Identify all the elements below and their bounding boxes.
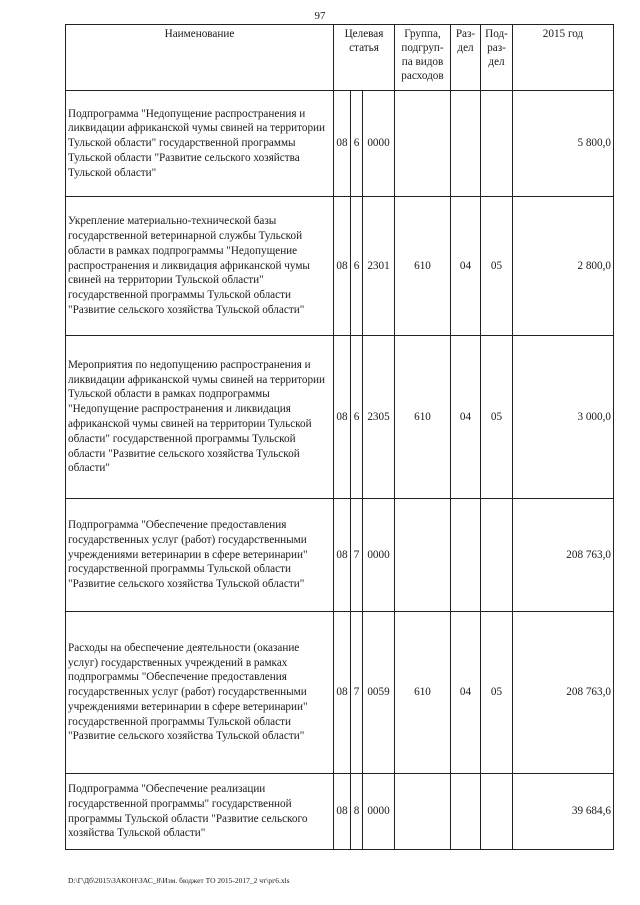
row-name: Подпрограмма "Недопущение распространения и ликвидации африканской чумы свиней на территории Тульской области" государственной программы Тульской области "Развитие сельского хозяйства Тульской области" [66, 91, 334, 197]
header-subsection: Под-раз-дел [481, 25, 513, 91]
row-code-program: 08 [334, 499, 351, 612]
header-section: Раз-дел [451, 25, 481, 91]
header-name: Наименование [66, 25, 334, 91]
row-amount: 39 684,6 [513, 774, 614, 850]
table-row [66, 774, 614, 850]
row-code-direction: 0000 [363, 499, 395, 612]
row-code-subprogram: 6 [351, 336, 363, 499]
row-expense-group [395, 91, 451, 197]
row-section: 04 [451, 197, 481, 336]
table-row [66, 499, 614, 612]
row-code-program: 08 [334, 197, 351, 336]
row-subsection [481, 91, 513, 197]
row-code-direction: 0000 [363, 91, 395, 197]
row-section [451, 91, 481, 197]
row-amount: 208 763,0 [513, 612, 614, 774]
row-code-subprogram: 7 [351, 612, 363, 774]
row-expense-group [395, 499, 451, 612]
row-expense-group [395, 774, 451, 850]
row-code-direction: 2305 [363, 336, 395, 499]
row-code-direction: 2301 [363, 197, 395, 336]
row-subsection [481, 774, 513, 850]
header-expense-group: Группа, подгруп-па видов расходов [395, 25, 451, 91]
row-expense-group: 610 [395, 197, 451, 336]
page-number: 97 [314, 10, 326, 22]
row-section [451, 499, 481, 612]
row-name: Мероприятия по недопущению распространения и ликвидации африканской чумы свиней на территории Тульской области в рамках подпрограммы "Недопущение распространения и ликвидация африканской чумы свиней на территории Тульской области" государственной программы Тульской области "Развитие сельского хозяйства Тульской области" [66, 336, 334, 499]
row-expense-group: 610 [395, 612, 451, 774]
row-name: Расходы на обеспечение деятельности (оказание услуг) государственных учреждений в рамках подпрограммы "Обеспечение предоставления государственных услуг (работ) государственными учреждениями ветеринарии в сфере ветеринарии" государственной программы Тульской области "Развитие сельского хозяйства Тульской области" [66, 612, 334, 774]
row-section [451, 774, 481, 850]
row-code-program: 08 [334, 774, 351, 850]
row-section: 04 [451, 612, 481, 774]
row-amount: 2 800,0 [513, 197, 614, 336]
row-code-subprogram: 6 [351, 197, 363, 336]
row-amount: 5 800,0 [513, 91, 614, 197]
row-subsection: 05 [481, 612, 513, 774]
row-section: 04 [451, 336, 481, 499]
row-name: Укрепление материально-технической базы государственной ветеринарной службы Тульской области в рамках подпрограммы "Недопущение распространения и ликвидация африканской чумы свиней на территории Тульской области" государственной программы Тульской области "Развитие сельского хозяйства Тульской области" [66, 197, 334, 336]
row-code-direction: 0000 [363, 774, 395, 850]
table-row [66, 336, 614, 499]
row-subsection: 05 [481, 197, 513, 336]
table-header-row [66, 25, 614, 91]
row-code-subprogram: 6 [351, 91, 363, 197]
row-code-program: 08 [334, 612, 351, 774]
row-amount: 3 000,0 [513, 336, 614, 499]
footer-file-path: D:\Г\Дб\2015\ЗАКОН\ЗАС_8\Изм. бюджет ТО 2015-2017_2 чт\рг6.xls [68, 876, 290, 885]
row-amount: 208 763,0 [513, 499, 614, 612]
header-target-article: Целевая статья [334, 25, 395, 91]
row-expense-group: 610 [395, 336, 451, 499]
header-year: 2015 год [513, 25, 614, 91]
row-code-program: 08 [334, 91, 351, 197]
row-name: Подпрограмма "Обеспечение реализации государственной программы" государственной программы Тульской области "Развитие сельского хозяйства Тульской области" [66, 774, 334, 850]
row-code-direction: 0059 [363, 612, 395, 774]
row-code-program: 08 [334, 336, 351, 499]
table-row [66, 197, 614, 336]
row-subsection [481, 499, 513, 612]
row-code-subprogram: 7 [351, 499, 363, 612]
table-row [66, 91, 614, 197]
row-code-subprogram: 8 [351, 774, 363, 850]
table-row [66, 612, 614, 774]
row-name: Подпрограмма "Обеспечение предоставления государственных услуг (работ) государственными учреждениями ветеринарии в сфере ветеринарии" государственной программы Тульской области "Развитие сельского хозяйства Тульской области" [66, 499, 334, 612]
budget-table [65, 24, 614, 850]
row-subsection: 05 [481, 336, 513, 499]
